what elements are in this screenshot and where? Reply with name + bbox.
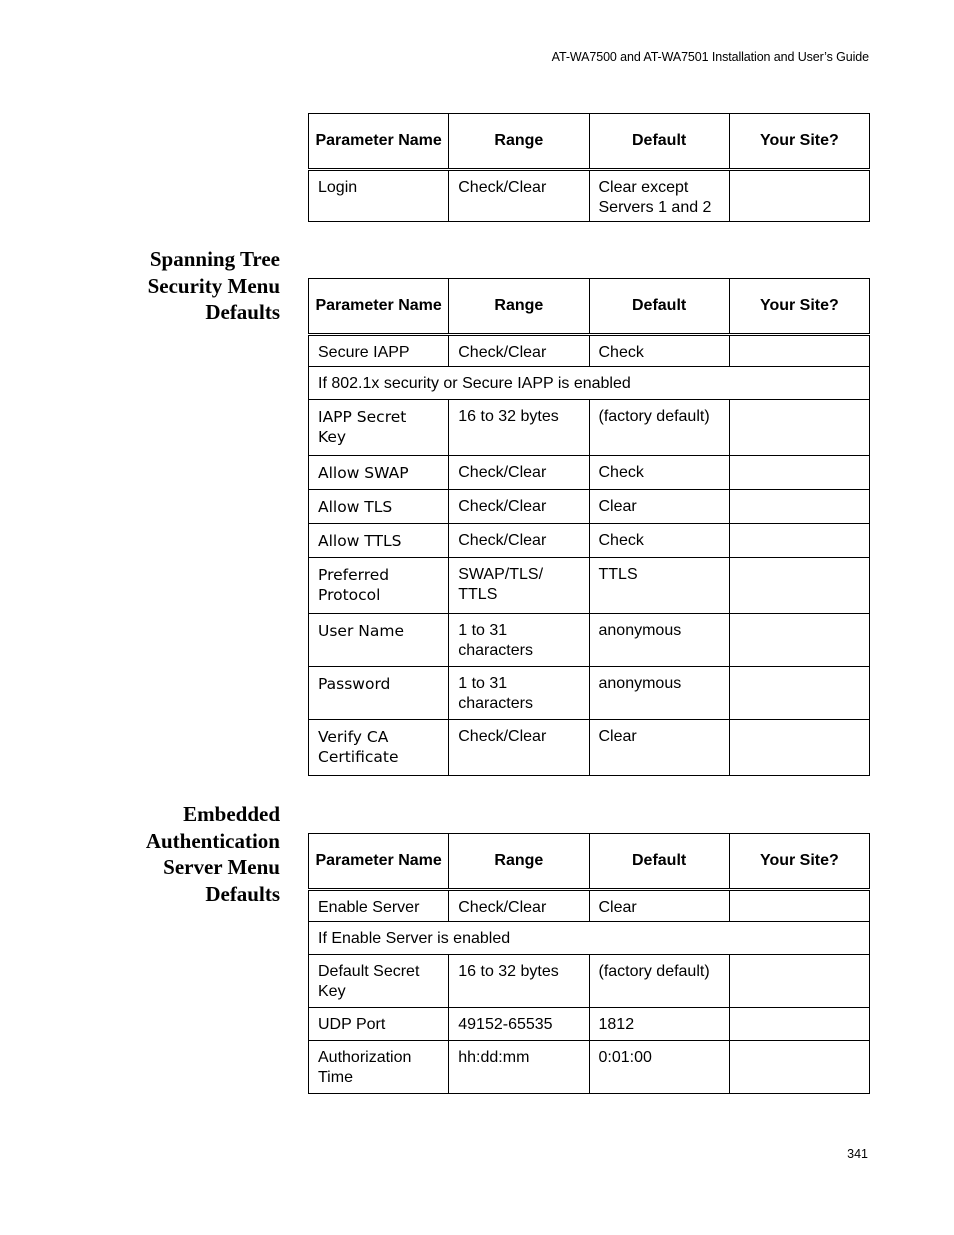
column-header-your-site: Your Site? <box>729 279 869 335</box>
table-row <box>309 667 870 720</box>
column-header-parameter: Parameter Name <box>309 114 449 170</box>
table-row <box>309 524 870 558</box>
cell-param: Verify CA Certificate <box>309 720 449 776</box>
cell-default: (factory default) <box>589 955 729 1008</box>
cell-default: TTLS <box>589 558 729 614</box>
column-header-range: Range <box>449 834 589 890</box>
cell-param: Enable Server <box>309 890 449 922</box>
cell-param: Authorization Time <box>309 1041 449 1094</box>
span-note-cell: If 802.1x security or Secure IAPP is enabled <box>309 367 870 400</box>
column-header-your-site: Your Site? <box>729 114 869 170</box>
cell-default: anonymous <box>589 667 729 720</box>
cell-default: (factory default) <box>589 400 729 456</box>
column-header-parameter: Parameter Name <box>309 279 449 335</box>
cell-range: hh:dd:mm <box>449 1041 589 1094</box>
cell-your-site <box>729 1041 869 1094</box>
cell-range: Check/Clear <box>449 890 589 922</box>
running-header: AT-WA7500 and AT-WA7501 Installation and User’s Guide <box>551 50 869 64</box>
heading-line: Security Menu <box>147 273 280 298</box>
cell-your-site <box>729 1008 869 1041</box>
table-row <box>309 456 870 490</box>
table-row <box>309 490 870 524</box>
spanning-tree-heading <box>80 246 280 326</box>
cell-param: Password <box>309 667 449 720</box>
table-row <box>309 400 870 456</box>
cell-default: 0:01:00 <box>589 1041 729 1094</box>
auth-server-heading <box>80 801 280 907</box>
cell-range: Check/Clear <box>449 335 589 367</box>
cell-range: Check/Clear <box>449 524 589 558</box>
cell-param: Default Secret Key <box>309 955 449 1008</box>
cell-range: 16 to 32 bytes <box>449 955 589 1008</box>
span-note-row <box>309 922 870 955</box>
table-row <box>309 890 870 922</box>
login-defaults-table <box>308 113 870 222</box>
cell-your-site <box>729 720 869 776</box>
heading-line: Authentication <box>145 828 280 853</box>
cell-param: Login <box>309 170 449 222</box>
table-header-row <box>309 834 870 890</box>
cell-param: Allow TTLS <box>309 524 449 558</box>
column-header-parameter: Parameter Name <box>309 834 449 890</box>
cell-your-site <box>729 614 869 667</box>
column-header-default: Default <box>589 114 729 170</box>
column-header-default: Default <box>589 834 729 890</box>
column-header-range: Range <box>449 114 589 170</box>
auth-server-table <box>308 833 870 1094</box>
cell-your-site <box>729 400 869 456</box>
cell-param: Preferred Protocol <box>309 558 449 614</box>
cell-your-site <box>729 890 869 922</box>
table-header-row <box>309 114 870 170</box>
span-note-cell: If Enable Server is enabled <box>309 922 870 955</box>
table-row <box>309 558 870 614</box>
cell-range: Check/Clear <box>449 456 589 490</box>
column-header-range: Range <box>449 279 589 335</box>
cell-your-site <box>729 490 869 524</box>
cell-default: anonymous <box>589 614 729 667</box>
cell-param: User Name <box>309 614 449 667</box>
cell-param: IAPP Secret Key <box>309 400 449 456</box>
cell-your-site <box>729 456 869 490</box>
table-header-row <box>309 279 870 335</box>
table-row <box>309 614 870 667</box>
cell-range: Check/Clear <box>449 490 589 524</box>
cell-default: Check <box>589 524 729 558</box>
column-header-your-site: Your Site? <box>729 834 869 890</box>
cell-your-site <box>729 558 869 614</box>
cell-default: Clear except Servers 1 and 2 <box>589 170 729 222</box>
cell-default: Clear <box>589 490 729 524</box>
table-row <box>309 335 870 367</box>
cell-default: Check <box>589 456 729 490</box>
cell-param: Allow TLS <box>309 490 449 524</box>
cell-default: Clear <box>589 890 729 922</box>
cell-your-site <box>729 524 869 558</box>
page-number: 341 <box>847 1147 868 1161</box>
cell-your-site <box>729 335 869 367</box>
cell-range: Check/Clear <box>449 720 589 776</box>
table-row <box>309 1008 870 1041</box>
cell-range: Check/Clear <box>449 170 589 222</box>
cell-param: UDP Port <box>309 1008 449 1041</box>
cell-default: Clear <box>589 720 729 776</box>
cell-your-site <box>729 955 869 1008</box>
cell-range: SWAP/TLS/ TTLS <box>449 558 589 614</box>
column-header-default: Default <box>589 279 729 335</box>
heading-line: Server Menu <box>163 855 280 879</box>
cell-range: 1 to 31 characters <box>449 614 589 667</box>
heading-line: Embedded <box>183 802 280 826</box>
cell-default: Check <box>589 335 729 367</box>
cell-range: 1 to 31 characters <box>449 667 589 720</box>
table-row <box>309 1041 870 1094</box>
span-note-row <box>309 367 870 400</box>
cell-range: 49152-65535 <box>449 1008 589 1041</box>
cell-range: 16 to 32 bytes <box>449 400 589 456</box>
heading-line: Defaults <box>205 300 280 324</box>
table-row <box>309 955 870 1008</box>
cell-param: Allow SWAP <box>309 456 449 490</box>
cell-default: 1812 <box>589 1008 729 1041</box>
table-row <box>309 170 870 222</box>
cell-your-site <box>729 170 869 222</box>
heading-line: Defaults <box>205 881 280 906</box>
heading-line: Spanning Tree <box>149 247 280 271</box>
cell-your-site <box>729 667 869 720</box>
spanning-tree-security-table <box>308 278 870 776</box>
cell-param: Secure IAPP <box>309 335 449 367</box>
table-row <box>309 720 870 776</box>
